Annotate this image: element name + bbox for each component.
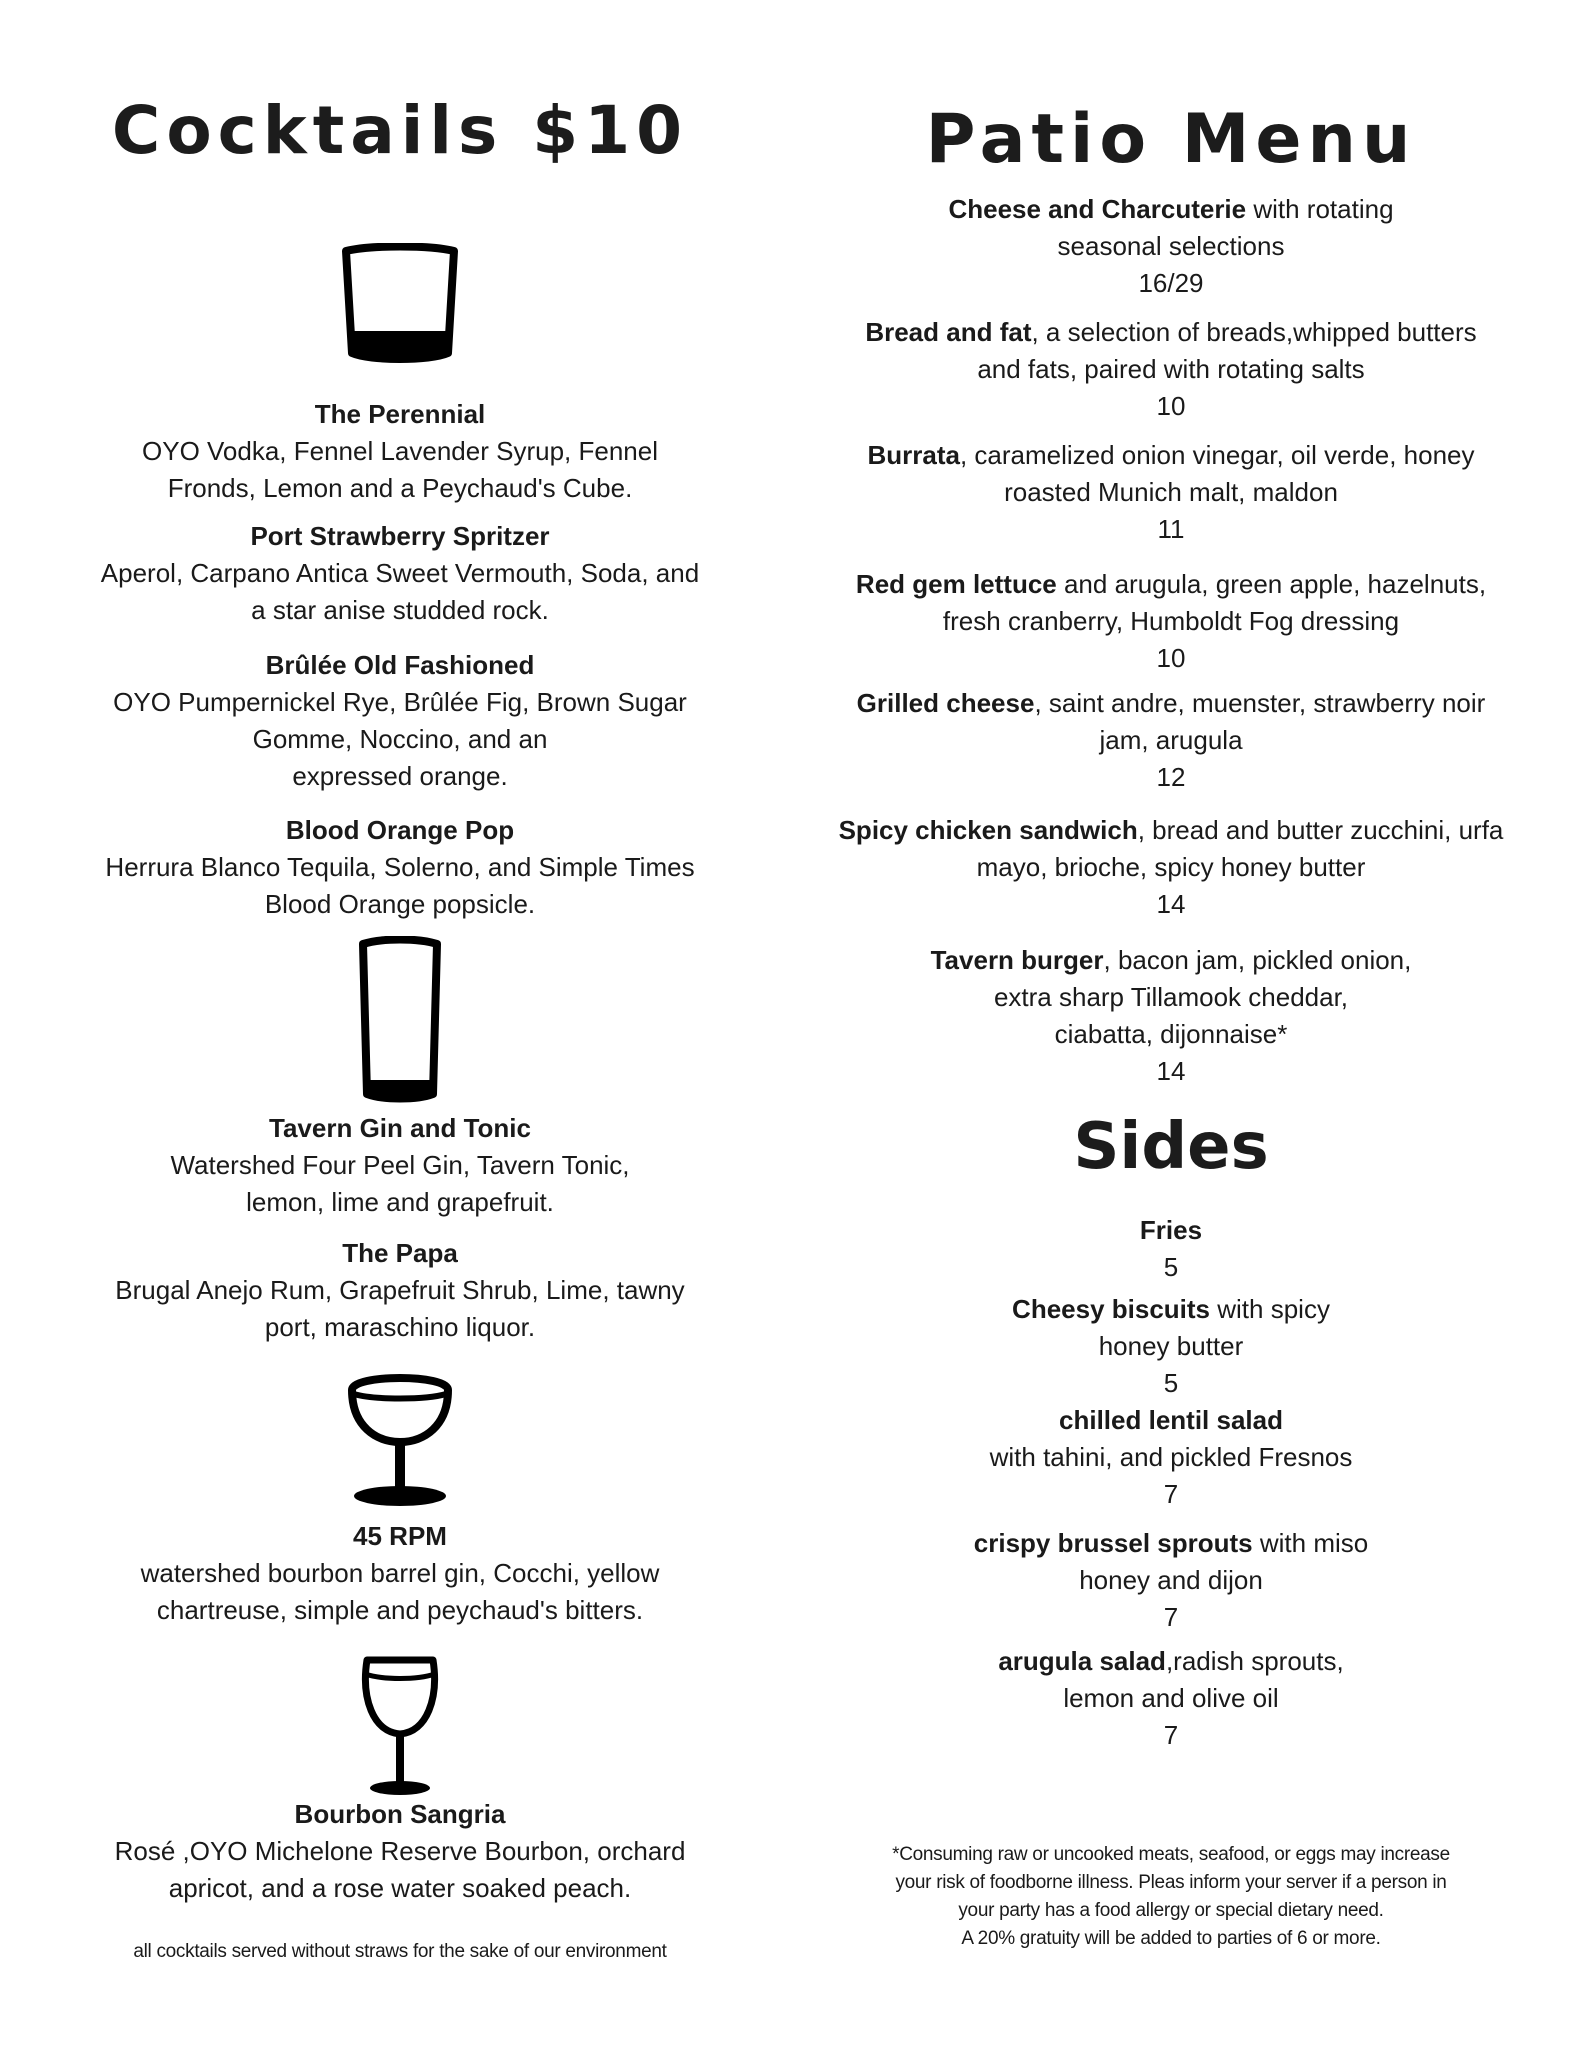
cocktail-item: Bourbon Sangria Rosé ,OYO Michelone Reserve Bourbon, orchard apricot, and a rose water soaked peach. (114, 1799, 686, 1903)
cocktail-item: Blood Orange Pop Herrura Blanco Tequila, Solerno, and Simple Times Blood Orange popsicle. (105, 815, 695, 919)
cocktail-item: The Papa Brugal Anejo Rum, Grapefruit Shrub, Lime, tawny port, maraschino liquor. (115, 1238, 685, 1342)
cocktails-footer-note: all cocktails served without straws for the sake of our environment (133, 1941, 667, 1962)
cocktail-item: Brûlée Old Fashioned OYO Pumpernickel Rye, Brûlée Fig, Brown Sugar Gomme, Noccino, and an expressed orange. (113, 650, 687, 791)
patio-item: Red gem lettuce and arugula, green apple, hazelnuts, fresh cranberry, Humboldt Fog dressing 10 (855, 569, 1487, 673)
coupe-glass-icon (40, 1370, 760, 1510)
side-item: crispy brussel sprouts with miso honey and dijon 7 (973, 1528, 1369, 1632)
cocktail-item: Tavern Gin and Tonic Watershed Four Peel Gin, Tavern Tonic, lemon, lime and grapefruit. (170, 1113, 630, 1217)
patio-item: Tavern burger, bacon jam, pickled onion, extra sharp Tillamook cheddar, ciabatta, dijonnaise* 14 (930, 945, 1412, 1086)
side-item: arugula salad,radish sprouts, lemon and olive oil 7 (998, 1646, 1344, 1750)
cocktails-title: Cocktails $10 (111, 92, 689, 169)
cocktail-item: The Perennial OYO Vodka, Fennel Lavender Syrup, Fennel Fronds, Lemon and a Peychaud's Cube. (142, 399, 658, 503)
patio-item: Spicy chicken sandwich, bread and butter zucchini, urfa mayo, brioche, spicy honey butter 14 (838, 815, 1504, 919)
cocktail-item: Port Strawberry Spritzer Aperol, Carpano Antica Sweet Vermouth, Soda, and a star anise studded rock. (100, 521, 700, 625)
side-item: Fries 5 (1139, 1215, 1203, 1282)
side-item: Cheesy biscuits with spicy honey butter 5 (1012, 1294, 1330, 1398)
patio-item: Bread and fat, a selection of breads,whipped butters and fats, paired with rotating salts 10 (865, 317, 1477, 421)
patio-menu-title: Patio Menu (925, 100, 1417, 179)
side-item: chilled lentil salad with tahini, and pickled Fresnos 7 (989, 1405, 1353, 1509)
allergy-disclaimer: *Consuming raw or uncooked meats, seafood, or eggs may increase your risk of foodborne illness. Pleas inform your server if a person in your party has a food allergy or special dietary need. A 20% gratuity will be added to parties of 6 or more. (892, 1844, 1450, 1949)
patio-item: Burrata, caramelized onion vinegar, oil verde, honey roasted Munich malt, maldon 11 (867, 440, 1475, 544)
patio-item: Grilled cheese, saint andre, muenster, strawberry noir jam, arugula 12 (856, 688, 1486, 792)
sides-title: Sides (1073, 1110, 1269, 1184)
highball-glass-icon (40, 936, 760, 1106)
rocks-glass-icon (40, 243, 760, 365)
patio-item: Cheese and Charcuterie with rotating seasonal selections 16/29 (948, 194, 1394, 298)
wine-glass-icon (40, 1652, 760, 1798)
cocktail-item: 45 RPM watershed bourbon barrel gin, Cocchi, yellow chartreuse, simple and peychaud's bitters. (140, 1521, 660, 1625)
